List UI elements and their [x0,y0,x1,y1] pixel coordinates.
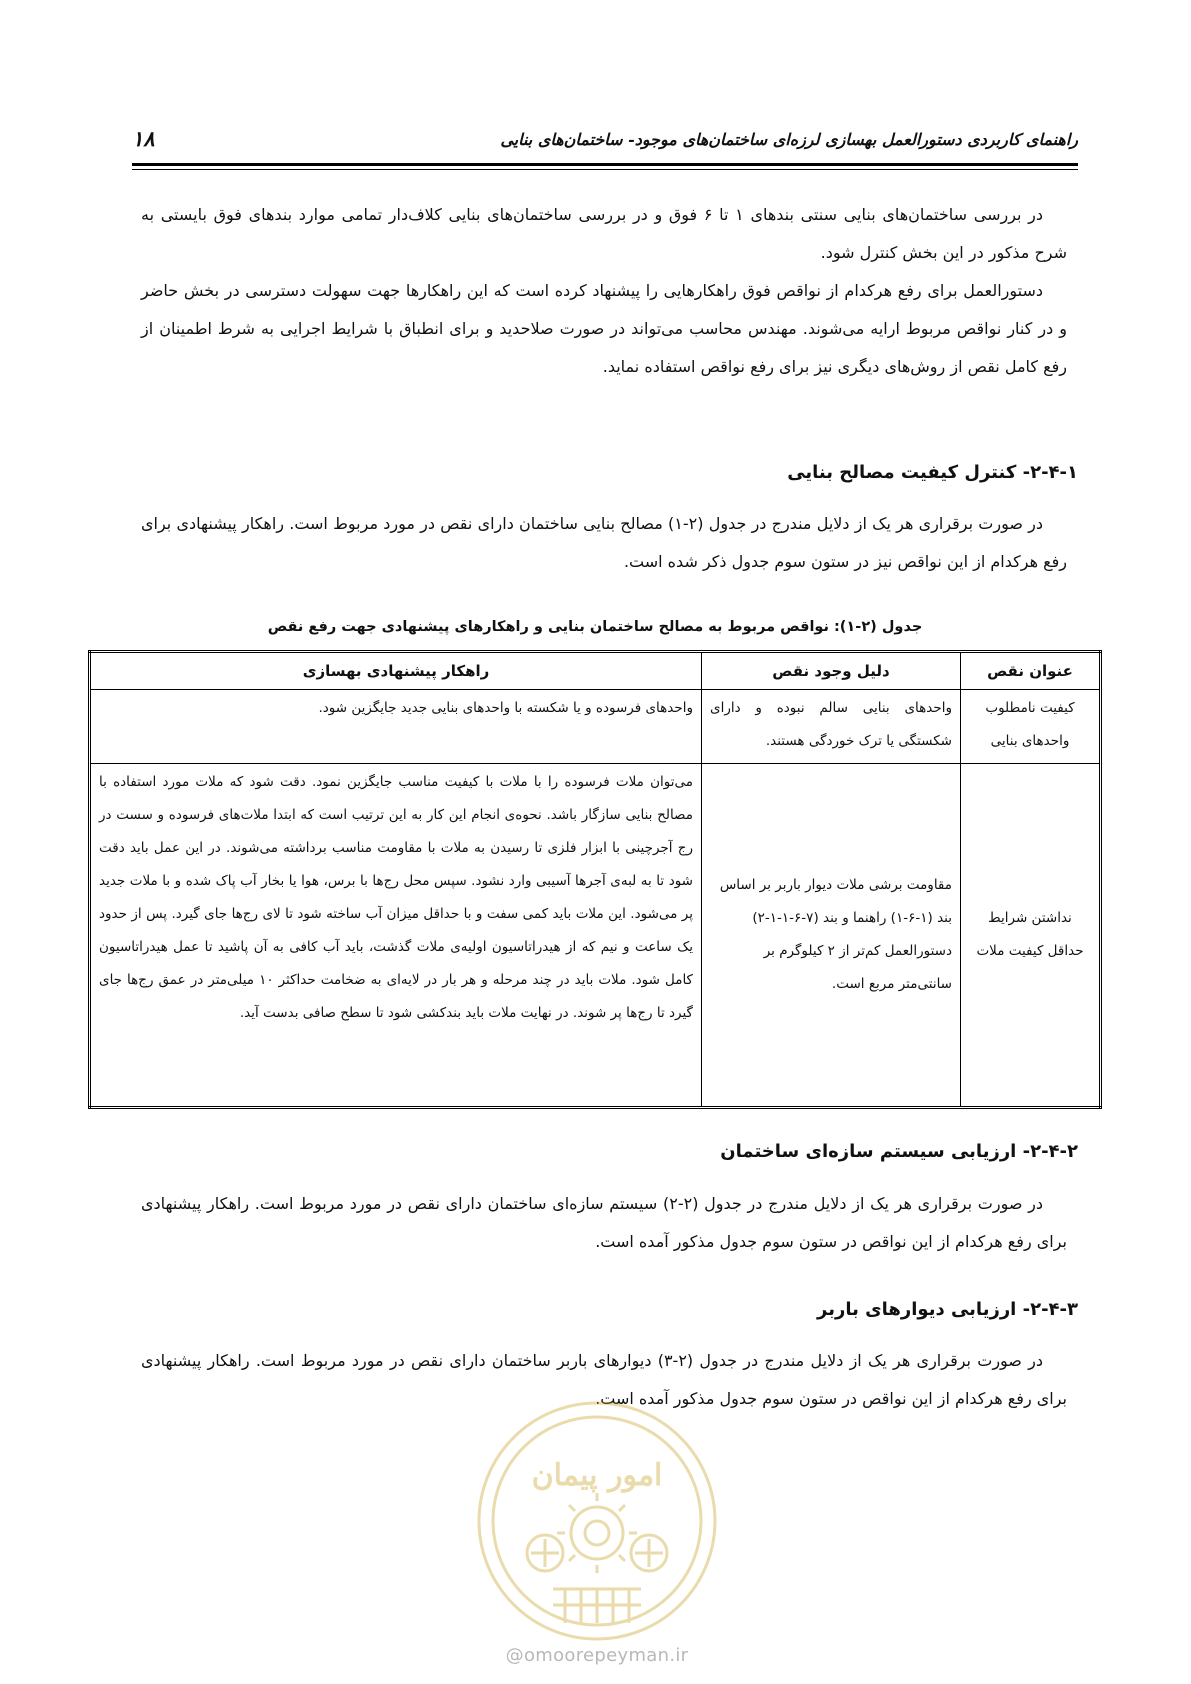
page-number: ۱۸ [132,126,155,151]
row-defect-title: نداشتن شرایط حداقل کیفیت ملات [961,764,1101,1108]
section-heading-structural-system: ۲-۴-۲- ارزیابی سیستم سازه‌ای ساختمان [720,1141,1078,1162]
running-title: راهنمای کاربردی دستورالعمل بهسازی لرزه‌ای ساختمان‌های موجود- ساختمان‌های بنایی [500,130,1078,149]
section-paragraph-bearing-walls: در صورت برقراری هر یک از دلایل مندرج در جدول (۲-۳) دیوارهای باربر ساختمان دارای نقص در مورد مربوط است. راهکار پیشنهادی برای رفع هرکدام از این نواقص در ستون سوم جدول مذکور آمده است. [141,1351,1067,1408]
table-header-row [90,652,1101,690]
row-solution: می‌توان ملات فرسوده را با ملات با کیفیت مناسب جایگزین نمود. دقت شود که ملات مورد استفاده با مصالح بنایی سازگار باشد. نحوه‌ی انجام این کار به این ترتیب است که ابتدا ملات‌های فرسوده و سست در رج آجرچینی با ابزار فلزی تا رسیدن به ملات با مقاومت مناسب برداشته می‌شوند. در این عمل باید دقت شود تا به لبه‌ی آجرها آسیبی وارد نشود. سپس محل رج‌ها با برس، هوا یا بخار آب پاک شده و با ملات جدید پر می‌شود. این ملات باید کمی سفت و با حداقل میزان آب ساخته شود تا لای رج‌ها جای گیرد. پس از حدود یک ساعت و نیم که از هیدراتاسیون اولیه‌ی ملات گذشت، باید آب کافی به آن پاشید تا عمل هیدراتاسیون کامل شود. ملات باید در چند مرحله و هر بار در لایه‌ای به ضخامت حداکثر ۱۰ میلی‌متر در عمق رج‌ها جای گیرد تا رج‌ها پر شوند. در نهایت ملات باید بندکشی شود تا سطح صافی بدست آید. [90,764,702,1108]
row-defect-title: کیفیت نامطلوب واحدهای بنایی [961,690,1101,764]
row-defect-cause: واحدهای بنایی سالم نبوده و دارای شکستگی یا ترک خوردگی هستند. [702,690,961,764]
header-rule [132,163,1078,166]
watermark-url: @omoorepeyman.ir [505,1645,689,1666]
table-row [90,690,1101,764]
section-heading-bearing-walls: ۲-۴-۳- ارزیابی دیوارهای باربر [817,1299,1078,1320]
svg-text:امور پیمان: امور پیمان [531,1458,663,1493]
section-paragraph-structural-system: در صورت برقراری هر یک از دلایل مندرج در جدول (۲-۲) سیستم سازه‌ای ساختمان دارای نقص در مورد مربوط است. راهکار پیشنهادی برای رفع هرکدام از این نواقص در ستون سوم جدول مذکور آمده است. [141,1194,1067,1251]
header-rule-thin [132,169,1078,170]
gear-seal-icon [469,1393,725,1649]
page-header [132,126,1078,160]
intro-paragraph-1: در بررسی ساختمان‌های بنایی سنتی بندهای ۱ تا ۶ فوق و در بررسی ساختمان‌های بنایی کلاف‌دار تمامی موارد بندهای فوق بایستی به شرح مذکور در این بخش کنترل شود. [141,205,1067,262]
table-caption: جدول (۲-۱): نواقص مربوط به مصالح ساختمان بنایی و راهکارهای پیشنهادی جهت رفع نقص [267,619,923,635]
section-heading-materials: ۲-۴-۱- کنترل کیفیت مصالح بنایی [787,462,1078,483]
row-solution: واحدهای فرسوده و یا شکسته با واحدهای بنایی جدید جایگزین شود. [90,690,702,764]
table-row [90,764,1101,1108]
header-defect-title: عنوان نقص [961,652,1101,690]
header-solution: راهکار پیشنهادی بهسازی [90,652,702,690]
defects-table [88,650,1102,1109]
intro-paragraph-2: دستورالعمل برای رفع هرکدام از نواقص فوق راهکارهایی را پیشنهاد کرده است که این راهکارها جهت سهولت دسترسی در بخش حاضر و در کنار نواقص مربوط ارایه می‌شوند. مهندس محاسب می‌تواند در صورت صلاحدید و برای انطباق با شرایط اجرایی به شرط اطمینان از رفع کامل نقص از روش‌های دیگری نیز برای رفع نواقص استفاده نماید. [141,281,1067,376]
header-defect-cause: دلیل وجود نقص [702,652,961,690]
section-paragraph-materials: در صورت برقراری هر یک از دلایل مندرج در جدول (۲-۱) مصالح بنایی ساختمان دارای نقص در مورد مربوط است. راهکار پیشنهادی برای رفع هرکدام از این نواقص نیز در ستون سوم جدول ذکر شده است. [141,514,1067,571]
row-defect-cause: مقاومت برشی ملات دیوار باربر بر اساس بند (۱-۶-۱) راهنما و بند (۷-۶-۱-۱-۲) دستورالعمل کم‌تر از ۲ کیلوگرم بر سانتی‌متر مربع است. [702,764,961,1108]
